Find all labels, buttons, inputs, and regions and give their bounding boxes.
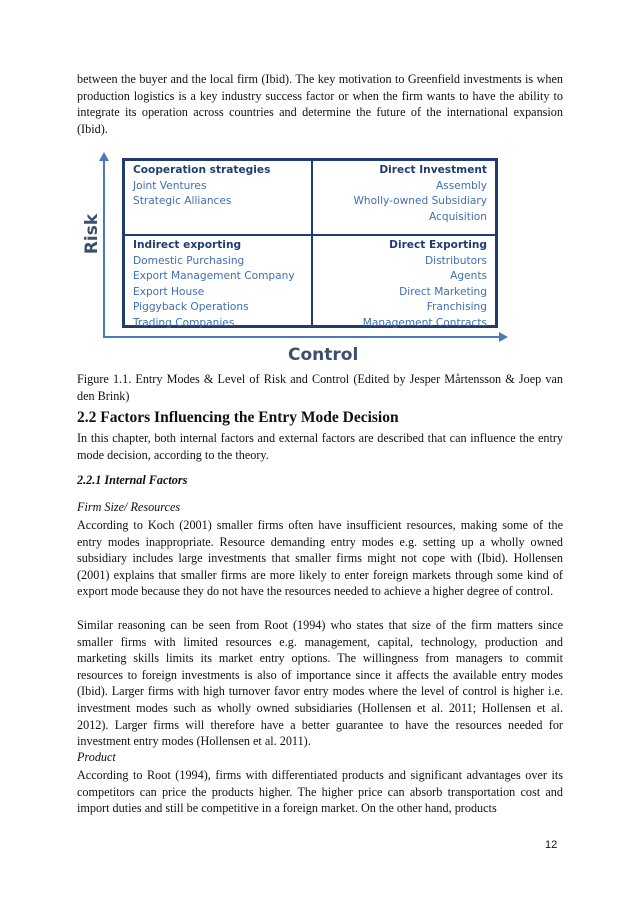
quadrant-item: Agents xyxy=(450,270,487,283)
quadrant-indirect-exporting xyxy=(133,238,295,332)
page-number: 12 xyxy=(545,839,558,851)
y-axis xyxy=(103,160,105,338)
quadrant-item: Joint Ventures xyxy=(133,179,207,192)
risk-axis-label: Risk xyxy=(82,213,103,255)
quadrant-title: Cooperation strategies xyxy=(133,164,271,176)
control-axis-label: Control xyxy=(288,345,359,365)
product-heading: Product xyxy=(77,750,116,764)
x-axis xyxy=(103,336,503,338)
section-heading: 2.2 Factors Influencing the Entry Mode Decision xyxy=(77,409,399,426)
quadrant-item: Distributors xyxy=(424,254,487,267)
quadrant-item: Direct Marketing xyxy=(399,285,487,298)
quadrant-item: Export Management Company xyxy=(133,270,295,283)
quadrant-item: Strategic Alliances xyxy=(133,195,232,208)
quadrant-title: Direct Exporting xyxy=(389,239,487,251)
quadrant-item: Piggyback Operations xyxy=(133,301,249,314)
entry-modes-diagram xyxy=(78,152,514,377)
grid-vertical-divider xyxy=(311,161,313,325)
quadrant-title: Indirect exporting xyxy=(133,239,242,251)
quadrant-grid xyxy=(122,158,498,328)
intro-paragraph: between the buyer and the local firm (Ibid). The key motivation to Greenfield investments is when production logistics is a key industry success factor or when the firm wants to have the ability to integrate its operation across countries and determine the future of the international expansion (Ibid). xyxy=(77,72,563,136)
firm-size-paragraph-2: Similar reasoning can be seen from Root (1994) who states that size of the firm matters since smaller firms with limited resources e.g. management, capital, technology, production and marketing skills limits its market entry options. The willingness from managers to commit resources to foreign investments is also of importance since it affects the available entry modes (Ibid). Larger firms with high turnover favor entry modes where the level of control is higher i.e. investment modes such as wholly owned subsidiaries (Hollensen et al. 2011; Hollensen et al. 2012). Larger firms will therefore have a better guarantee to have the resources needed for investment entry modes (Hollensen et al. 2011). xyxy=(77,618,563,749)
product-paragraph: According to Root (1994), firms with differentiated products and significant advantages over its competitors can price the products higher. The higher price can absorb transportation cost and import duties and still be competitive in a foreign market. On the other hand, products xyxy=(77,768,563,816)
quadrant-title: Direct Investment xyxy=(379,164,487,176)
firm-size-paragraph-1: According to Koch (2001) smaller firms often have insufficient resources, making some of the entry modes inappropriate. Resource demanding entry modes e.g. setting up a wholly owned subsidiary includes large investments that smaller firms might not cope with (Ibid). Hollensen (2001) explains that smaller firms are more likely to enter foreign markets through some kind of export mode because they do not have the resources needed to achieve a higher degree of control. xyxy=(77,518,563,599)
quadrant-item: Management Contracts xyxy=(362,316,487,329)
quadrant-item: Assembly xyxy=(435,179,487,192)
subsection-heading: 2.2.1 Internal Factors xyxy=(77,473,188,487)
quadrant-item: Domestic Purchasing xyxy=(133,254,245,267)
quadrant-cooperation-strategies xyxy=(133,163,270,210)
grid-horizontal-divider xyxy=(125,234,495,236)
quadrant-item: Export House xyxy=(133,285,205,298)
quadrant-item: Trading Companies xyxy=(133,316,235,329)
quadrant-item: Franchising xyxy=(426,301,487,314)
quadrant-item: Acquisition xyxy=(428,210,487,223)
quadrant-direct-investment xyxy=(353,163,487,225)
firm-size-heading: Firm Size/ Resources xyxy=(77,500,181,514)
section-intro-paragraph: In this chapter, both internal factors and external factors are described that can influence the entry mode decision, according to the theory. xyxy=(77,431,563,462)
x-axis-arrowhead xyxy=(499,332,508,342)
figure-caption: Figure 1.1. Entry Modes & Level of Risk and Control (Edited by Jesper Mårtensson & Joep van den Brink) xyxy=(77,372,563,403)
quadrant-item: Wholly-owned Subsidiary xyxy=(353,195,487,208)
quadrant-direct-exporting xyxy=(363,238,487,332)
